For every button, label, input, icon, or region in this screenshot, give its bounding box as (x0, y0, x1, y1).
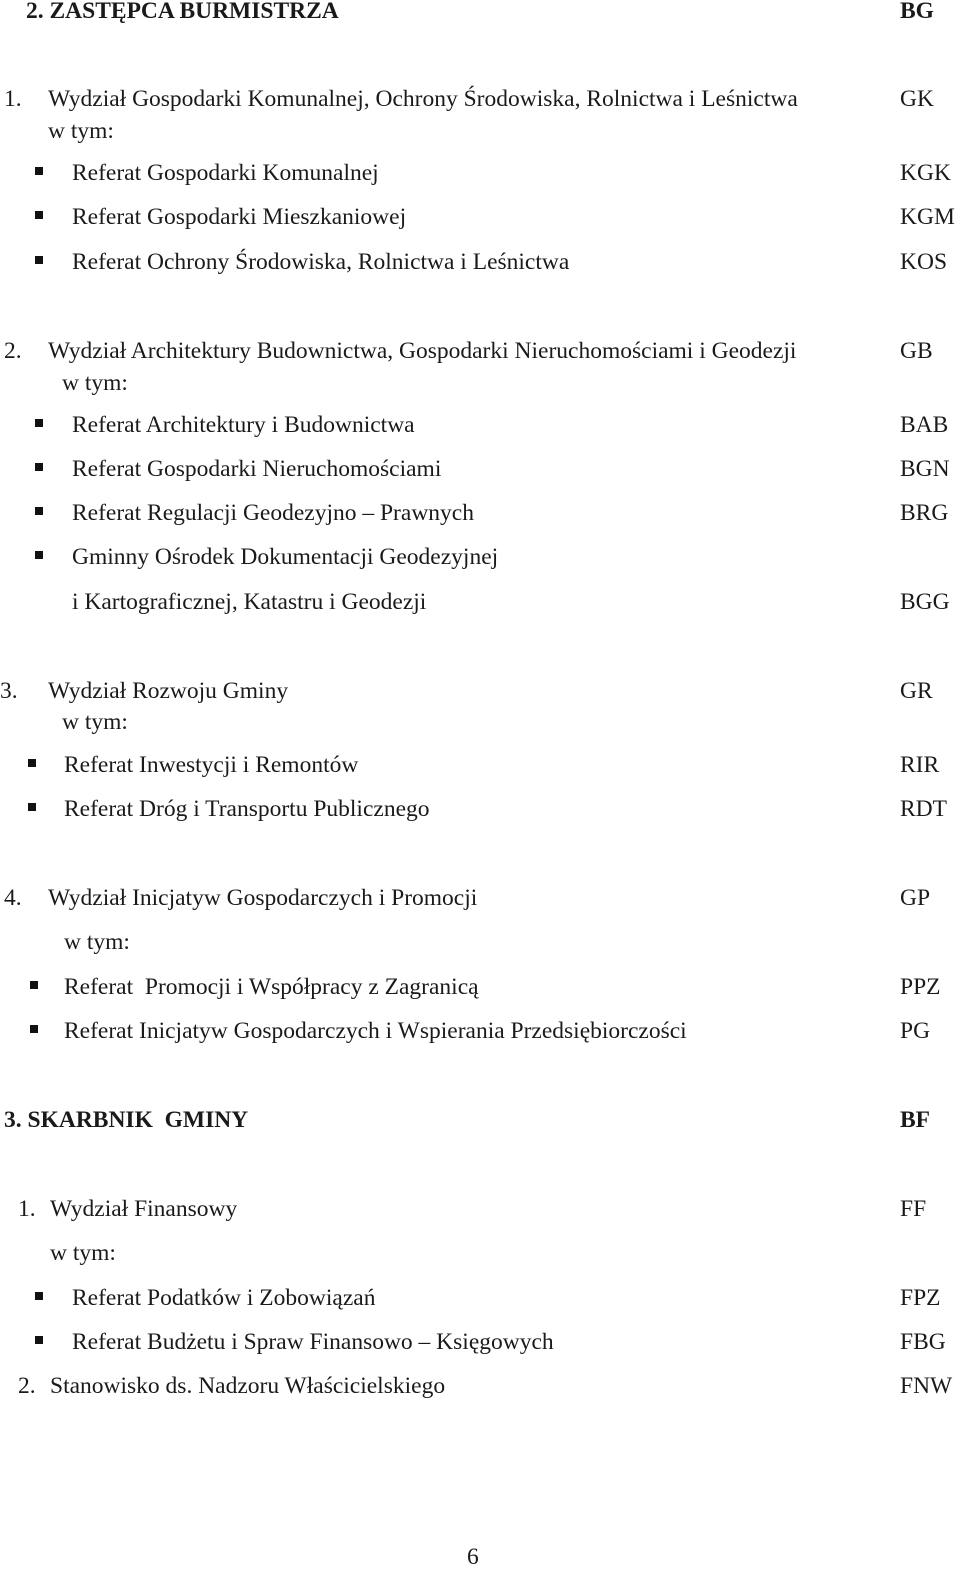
unit-name: Referat Inicjatyw Gospodarczych i Wspierania Przedsiębiorczości (64, 1018, 687, 1044)
unit-name: Referat Gospodarki Mieszkaniowej (72, 204, 407, 230)
unit-name-continuation: i Kartograficznej, Katastru i Geodezji (72, 589, 427, 615)
dept-name: Wydział Inicjatyw Gospodarczych i Promocji (48, 885, 478, 911)
bullet-icon (30, 1025, 38, 1033)
includes-label: w tym: (64, 929, 130, 955)
includes-label: w tym: (62, 370, 128, 396)
unit-name: Gminny Ośrodek Dokumentacji Geodezyjnej (72, 544, 499, 570)
unit-name: Referat Gospodarki Komunalnej (72, 160, 379, 186)
unit-code: RIR (900, 752, 940, 778)
includes-label: w tym: (50, 1240, 116, 1266)
dept-number: 1. (18, 1196, 36, 1222)
unit-code: BRG (900, 500, 949, 526)
unit-name: Referat Promocji i Współpracy z Zagranicą (64, 974, 479, 1000)
dept-name: Wydział Finansowy (50, 1196, 238, 1222)
dept-code: GK (900, 86, 934, 112)
unit-code: RDT (900, 796, 947, 822)
dept-name: Wydział Rozwoju Gminy (48, 678, 289, 704)
unit-code: PG (900, 1018, 931, 1044)
dept-number: 4. (4, 885, 22, 911)
unit-name: Referat Gospodarki Nieruchomościami (72, 456, 442, 482)
unit-name: Referat Architektury i Budownictwa (72, 412, 415, 438)
bullet-icon (35, 1292, 43, 1300)
dept-number: 2. (18, 1373, 36, 1399)
unit-code: PPZ (900, 974, 941, 1000)
dept-code: FF (900, 1196, 927, 1222)
treasurer-code: BF (900, 1107, 931, 1133)
dept-name: Stanowisko ds. Nadzoru Właścicielskiego (50, 1373, 446, 1399)
unit-name: Referat Regulacji Geodezyjno – Prawnych (72, 500, 474, 526)
dept-name: Wydział Gospodarki Komunalnej, Ochrony Środowiska, Rolnictwa i Leśnictwa (48, 86, 798, 112)
bullet-icon (35, 211, 43, 219)
unit-code: BGG (900, 589, 950, 615)
dept-number: 1. (4, 86, 22, 112)
bullet-icon (35, 551, 43, 559)
dept-code: GB (900, 338, 933, 364)
deputy-mayor-heading: 2. ZASTĘPCA BURMISTRZA (26, 0, 339, 24)
dept-code: FNW (900, 1373, 953, 1399)
unit-name: Referat Podatków i Zobowiązań (72, 1285, 376, 1311)
bullet-icon (28, 759, 36, 767)
unit-code: FPZ (900, 1285, 941, 1311)
bullet-icon (35, 419, 43, 427)
page-number: 6 (467, 1544, 479, 1570)
dept-code: GR (900, 678, 933, 704)
dept-number: 3. (0, 678, 18, 704)
includes-label: w tym: (48, 118, 114, 144)
unit-code: KOS (900, 249, 948, 275)
bullet-icon (35, 507, 43, 515)
bullet-icon (28, 803, 36, 811)
includes-label: w tym: (62, 709, 128, 735)
unit-code: BGN (900, 456, 950, 482)
unit-code: FBG (900, 1329, 946, 1355)
unit-name: Referat Dróg i Transportu Publicznego (64, 796, 430, 822)
unit-code: BAB (900, 412, 949, 438)
unit-code: KGM (900, 204, 955, 230)
unit-name: Referat Budżetu i Spraw Finansowo – Księgowych (72, 1329, 554, 1355)
bullet-icon (35, 1336, 43, 1344)
bullet-icon (35, 167, 43, 175)
dept-name: Wydział Architektury Budownictwa, Gospodarki Nieruchomościami i Geodezji (48, 338, 797, 364)
dept-number: 2. (4, 338, 22, 364)
dept-code: GP (900, 885, 931, 911)
treasurer-heading: 3. SKARBNIK GMINY (4, 1107, 249, 1133)
bullet-icon (35, 256, 43, 264)
bullet-icon (35, 463, 43, 471)
unit-name: Referat Inwestycji i Remontów (64, 752, 359, 778)
unit-name: Referat Ochrony Środowiska, Rolnictwa i Leśnictwa (72, 249, 570, 275)
unit-code: KGK (900, 160, 951, 186)
bullet-icon (30, 981, 38, 989)
deputy-mayor-code: BG (900, 0, 934, 24)
